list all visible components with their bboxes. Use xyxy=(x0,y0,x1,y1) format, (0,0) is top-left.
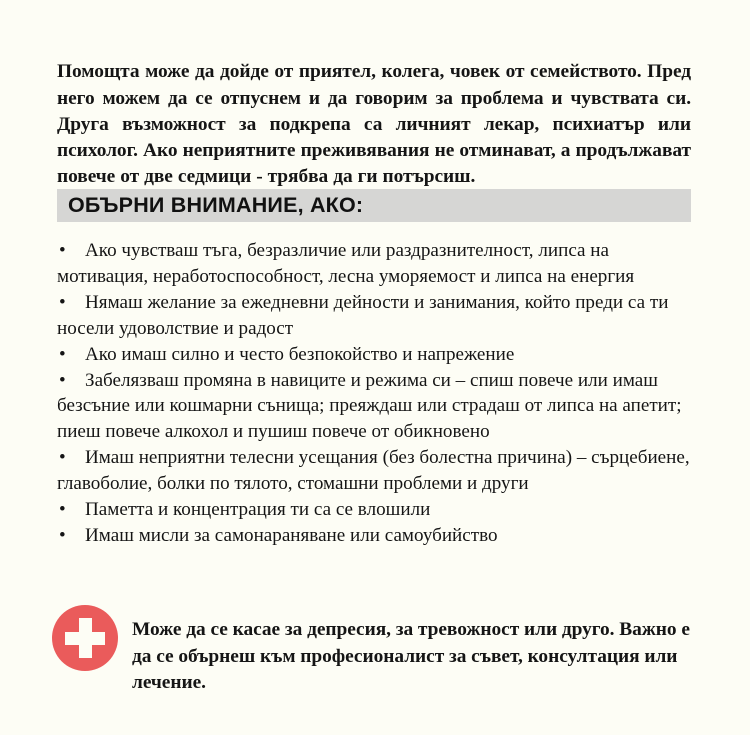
symptom-list xyxy=(57,238,697,549)
list-item-text: Забелязваш промяна в навиците и режима си – спиш повече или имаш безсъние или кошмарни сънища; преяждаш или страдаш от липса на апетит; пиеш повече алкохол и пушиш повече от обикновено xyxy=(57,369,682,443)
section-heading-title: ОБЪРНИ ВНИМАНИЕ, АКО: xyxy=(68,193,364,217)
intro-paragraph: Помощта може да дойде от приятел, колега, човек от семейството. Пред него можем да се отпуснем и да говорим за проблема и чувствата си. Друга възможност за подкрепа са личният лекар, психиатър или психолог. Ако неприятните преживявания не отминават, а продължават повече от две седмици - трябва да ги потърсиш. xyxy=(57,61,691,188)
bullet-icon: • xyxy=(59,524,66,546)
list-item-text: Имаш мисли за самонараняване или самоубийство xyxy=(85,524,498,546)
medical-cross-icon-vertical-bar xyxy=(79,618,92,658)
list-item xyxy=(57,497,697,523)
list-item xyxy=(57,445,697,497)
list-item-text: Паметта и концентрация ти са се влошили xyxy=(85,499,431,521)
list-item-text: Имаш неприятни телесни усещания (без болестна причина) – сърцебиене, главоболие, болки по тялото, стомашни проблеми и други xyxy=(57,447,690,495)
advice-callout xyxy=(52,598,697,716)
list-item xyxy=(57,368,697,446)
bullet-icon: • xyxy=(59,447,66,469)
list-item xyxy=(57,342,697,368)
list-item xyxy=(57,238,697,290)
list-item-text: Нямаш желание за ежедневни дейности и занимания, който преди са ти носели удоволствие и радост xyxy=(57,291,669,339)
bullet-icon: • xyxy=(59,499,66,521)
list-item xyxy=(57,290,697,342)
list-item xyxy=(57,523,697,549)
bullet-icon: • xyxy=(59,291,66,313)
advice-callout-text: Може да се касае за депресия, за тревожност или друго. Важно е да се обърнеш към професионалист за съвет, консултация или лечение. xyxy=(132,619,690,694)
bullet-icon: • xyxy=(59,369,66,391)
list-item-text: Ако имаш силно и често безпокойство и напрежение xyxy=(85,343,515,365)
list-item-text: Ако чувстваш тъга, безразличие или раздразнителност, липса на мотивация, неработоспособност, лесна уморяемост и липса на енергия xyxy=(57,240,635,287)
section-heading-bar xyxy=(57,189,691,222)
medical-cross-icon xyxy=(52,605,118,671)
bullet-icon: • xyxy=(59,343,66,365)
bullet-icon: • xyxy=(59,240,66,261)
